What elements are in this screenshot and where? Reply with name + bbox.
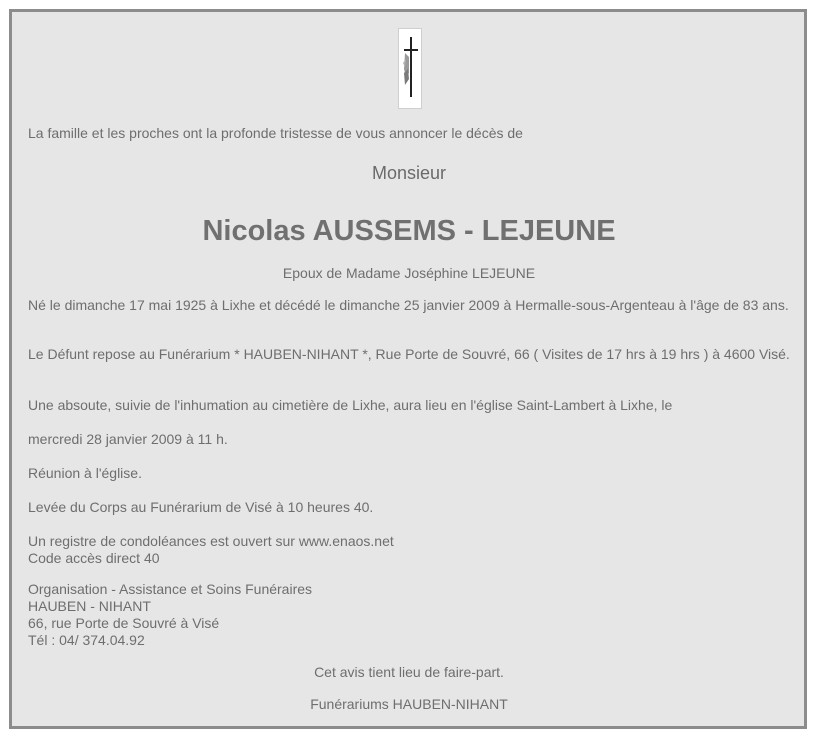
levee-text: Levée du Corps au Funérarium de Visé à 10 heures 40. [28,499,374,515]
reunion-text: Réunion à l'église. [28,465,142,481]
spouse-text: Epoux de Madame Joséphine LEJEUNE [282,265,536,281]
birth-death-text: Né le dimanche 17 mai 1925 à Lixhe et décédé le dimanche 25 janvier 2009 à Hermalle-sous-Argenteau à l'âge de 83 ans. [28,297,789,313]
organisation-name: HAUBEN - NIHANT [28,598,151,614]
access-code-text: Code accès direct 40 [28,550,160,566]
signature-text: Funérariums HAUBEN-NIHANT [310,696,508,712]
repose-text: Le Défunt repose au Funérarium * HAUBEN-NIHANT *, Rue Porte de Souvré, 66 ( Visites de 17 hrs à 19 hrs ) à 4600 Visé. [28,346,790,362]
condolence-register-text: Un registre de condoléances est ouvert sur www.enaos.net [28,533,394,549]
absoute-text: Une absoute, suivie de l'inhumation au cimetière de Lixhe, aura lieu en l'église Saint-Lambert à Lixhe, le [28,397,673,413]
honorific: Monsieur [371,163,447,183]
organisation-phone: Tél : 04/ 374.04.92 [28,632,145,648]
organisation-address: 66, rue Porte de Souvré à Visé [28,615,220,631]
cross-icon [398,28,422,109]
deceased-name: Nicolas AUSSEMS - LEJEUNE [202,215,616,247]
ceremony-date: mercredi 28 janvier 2009 à 11 h. [28,431,228,447]
intro-text: La famille et les proches ont la profonde tristesse de vous annoncer le décès de [28,125,523,141]
organisation-line: Organisation - Assistance et Soins Funéraires [28,581,313,597]
faire-part-text: Cet avis tient lieu de faire-part. [314,664,504,680]
death-notice-card [9,9,807,729]
